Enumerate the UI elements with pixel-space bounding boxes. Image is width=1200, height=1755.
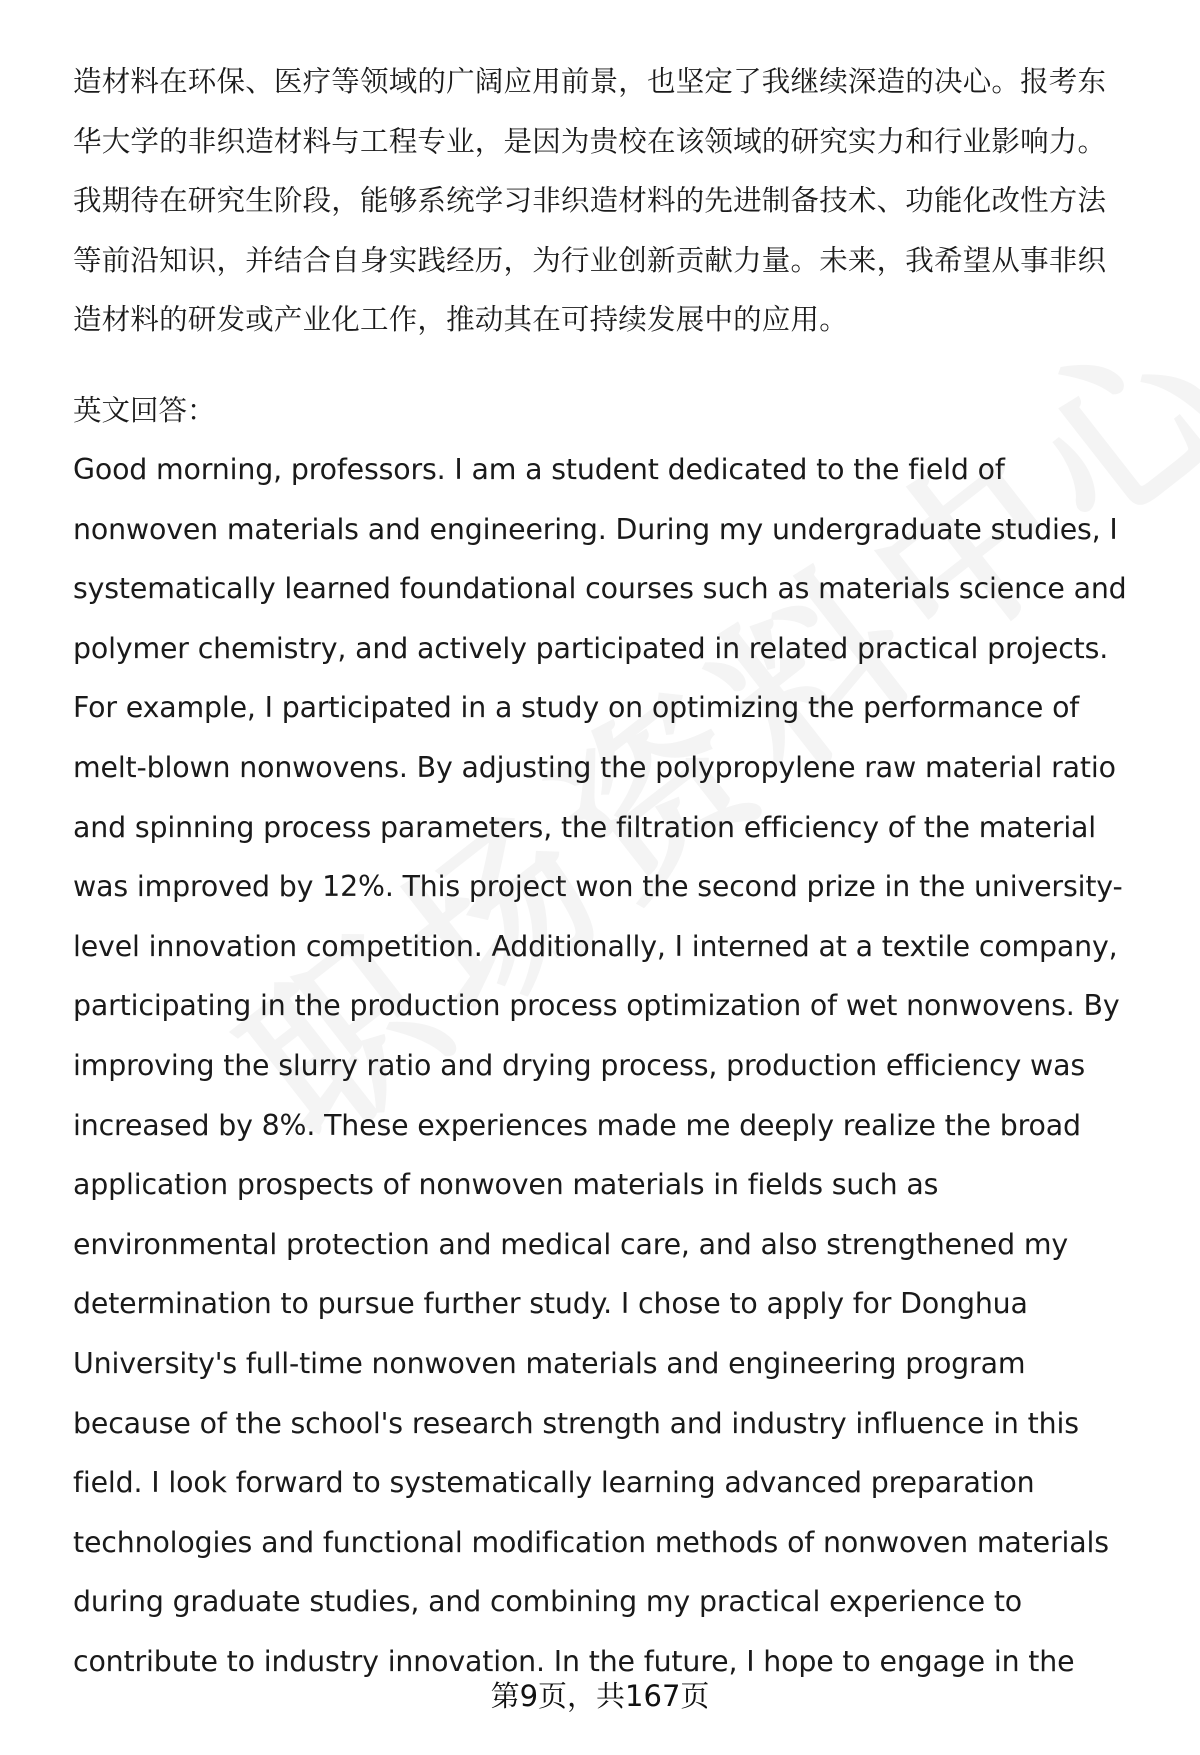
paragraph-line: participating in the production process optimization of wet nonwovens. By	[73, 989, 1120, 1023]
paragraph-line: because of the school's research strength and industry influence in this	[73, 1406, 1079, 1440]
paragraph-line: determination to pursue further study. I chose to apply for Donghua	[73, 1287, 1028, 1321]
paragraph-line: improving the slurry ratio and drying process, production efficiency was	[73, 1048, 1085, 1082]
paragraph-line: 华大学的非织造材料与工程专业，是因为贵校在该领域的研究实力和行业影响力。	[73, 124, 1107, 158]
english-answer-paragraph	[73, 440, 1143, 1691]
paragraph-line: was improved by 12%. This project won the second prize in the university-	[73, 870, 1123, 904]
paragraph-line: contribute to industry innovation. In the future, I hope to engage in the	[73, 1644, 1075, 1678]
paragraph-line: and spinning process parameters, the filtration efficiency of the material	[73, 810, 1097, 844]
paragraph-line: University's full-time nonwoven materials and engineering program	[73, 1346, 1026, 1380]
chinese-answer-paragraph	[73, 52, 1143, 350]
paragraph-line: field. I look forward to systematically learning advanced preparation	[73, 1466, 1035, 1500]
paragraph-line: For example, I participated in a study on optimizing the performance of	[73, 691, 1080, 725]
paragraph-line: technologies and functional modification methods of nonwoven materials	[73, 1525, 1109, 1559]
paragraph-line: 造材料在环保、医疗等领域的广阔应用前景，也坚定了我继续深造的决心。报考东	[73, 65, 1107, 98]
paragraph-line: nonwoven materials and engineering. During my undergraduate studies, I	[73, 512, 1118, 546]
paragraph-line: environmental protection and medical care, and also strengthened my	[73, 1227, 1069, 1261]
page-content	[73, 52, 1143, 1691]
paragraph-line: melt-blown nonwovens. By adjusting the polypropylene raw material ratio	[73, 750, 1116, 784]
paragraph-line: application prospects of nonwoven materials in fields such as	[73, 1168, 939, 1202]
paragraph-line: polymer chemistry, and actively participated in related practical projects.	[73, 631, 1109, 665]
paragraph-line: Good morning, professors. I am a student dedicated to the field of	[73, 453, 1005, 486]
english-answer-heading: 英文回答：	[73, 393, 216, 427]
paragraph-line: during graduate studies, and combining my practical experience to	[73, 1585, 1023, 1619]
paragraph-line: increased by 8%. These experiences made me deeply realize the broad	[73, 1108, 1081, 1142]
paragraph-line: 造材料的研发或产业化工作，推动其在可持续发展中的应用。	[73, 303, 848, 336]
paragraph-line: 我期待在研究生阶段，能够系统学习非织造材料的先进制备技术、功能化改性方法	[73, 184, 1107, 217]
page-number-footer: 第9页，共167页	[490, 1679, 710, 1713]
paragraph-line: systematically learned foundational courses such as materials science and	[73, 572, 1127, 606]
paragraph-line: level innovation competition. Additionally, I interned at a textile company,	[73, 929, 1118, 963]
paragraph-line: 等前沿知识，并结合自身实践经历，为行业创新贡献力量。未来，我希望从事非织	[73, 243, 1107, 277]
